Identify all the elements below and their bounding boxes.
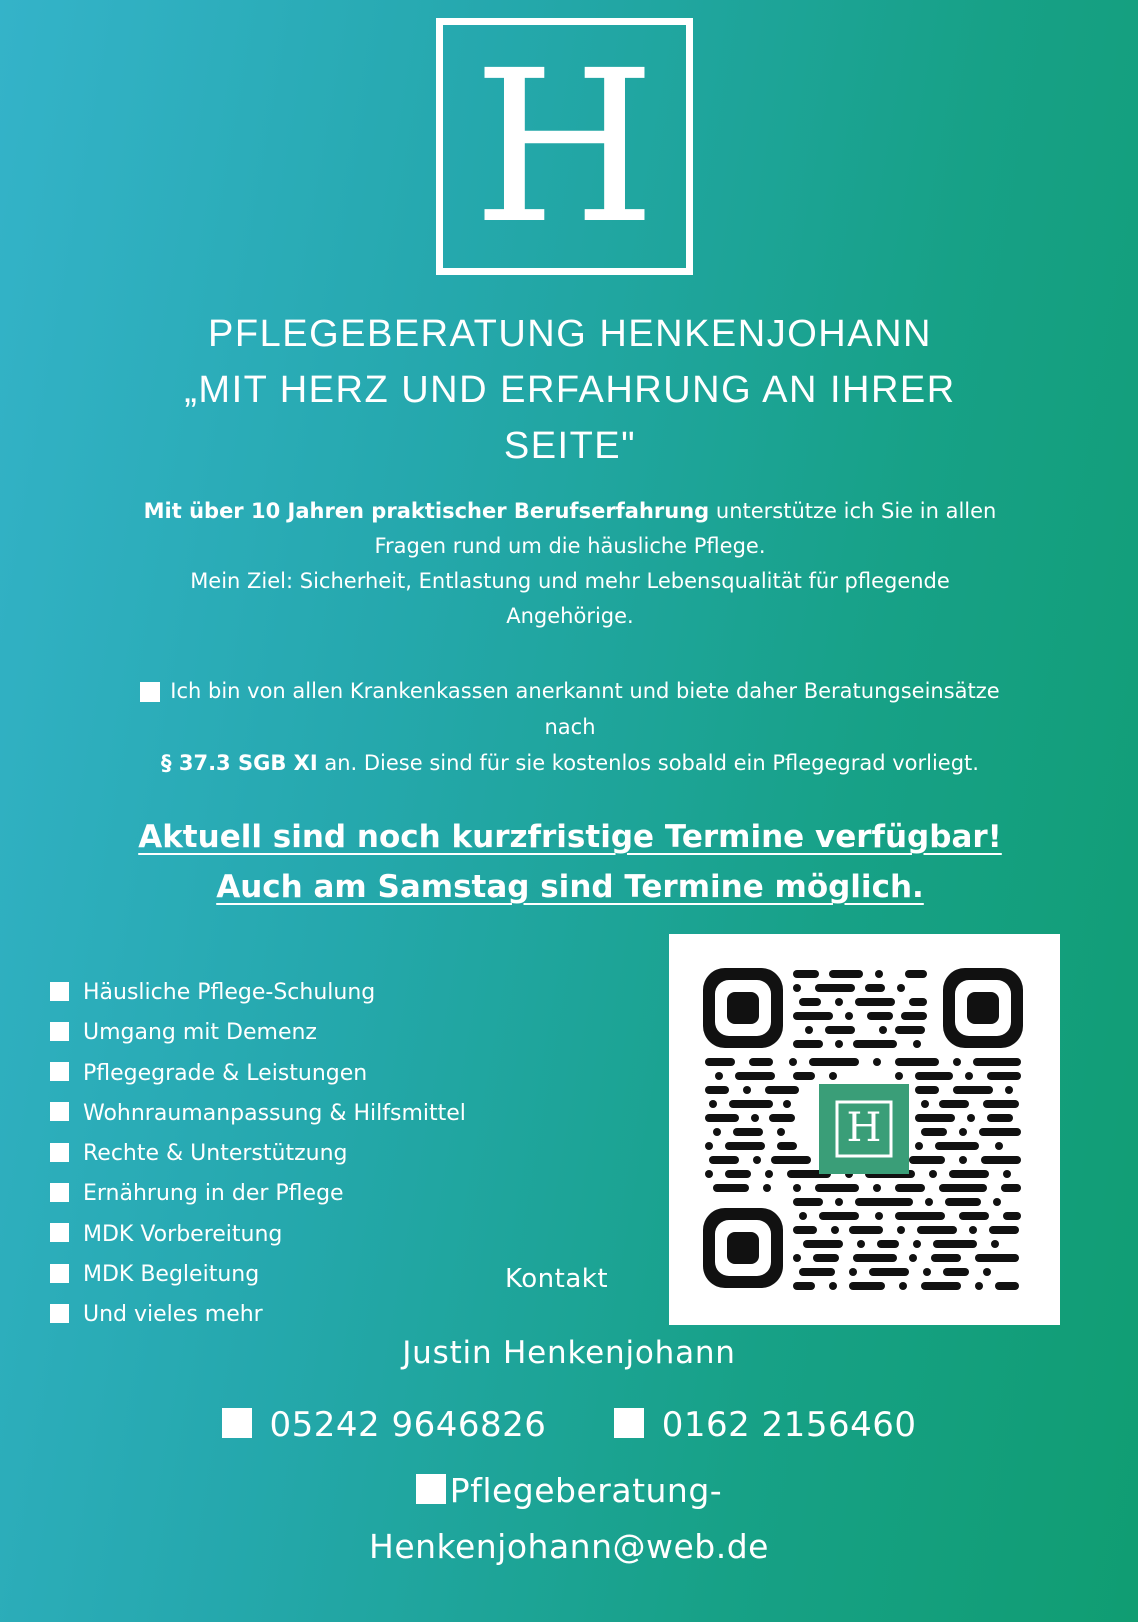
bullet-square-icon (50, 1264, 69, 1283)
phone-mobile[interactable]: 0162 2156460 (614, 1405, 917, 1445)
recognition-line2: nach (544, 715, 596, 739)
contact-label: Kontakt (505, 1264, 609, 1294)
title-line2: „MIT HERZ UND ERFAHRUNG AN IHRER (184, 369, 956, 411)
bullet-square-icon (50, 1183, 69, 1202)
bullet-square-icon (50, 1022, 69, 1041)
service-item: Und vieles mehr (50, 1295, 466, 1335)
bullet-square-icon (50, 982, 69, 1001)
recognition-line3: an. Diese sind für sie kostenlos sobald ein Pflegegrad vorliegt. (317, 751, 979, 775)
service-item: Wohnraumanpassung & Hilfsmittel (50, 1094, 466, 1134)
service-item: Ernährung in der Pflege (50, 1174, 466, 1214)
service-item: MDK Begleitung (50, 1255, 466, 1295)
intro-line2: Fragen rund um die häusliche Pflege. (374, 534, 766, 558)
bullet-square-icon (50, 1062, 69, 1081)
bullet-square-icon (50, 1304, 69, 1323)
email-address[interactable]: Pflegeberatung- Henkenjohann@web.de (369, 1471, 769, 1566)
contact-name: Justin Henkenjohann (402, 1335, 736, 1371)
bullet-square-icon (50, 1143, 69, 1162)
intro-text1: unterstütze ich Sie in allen (709, 499, 997, 523)
title-line1: PFLEGEBERATUNG HENKENJOHANN (208, 313, 932, 355)
logo-letter: H (472, 25, 657, 270)
intro-bold: Mit über 10 Jahren praktischer Berufserfahrung (143, 499, 710, 523)
availability-line1: Aktuell sind noch kurzfristige Termine verfügbar! (138, 819, 1002, 855)
qr-center-letter: H (846, 1105, 882, 1151)
mobile-icon (614, 1408, 644, 1438)
qr-code[interactable] (669, 934, 1060, 1325)
bullet-square-icon (50, 1223, 69, 1242)
title-line3: SEITE" (503, 425, 637, 467)
recognition-paragraph-ref: § 37.3 SGB XI (161, 751, 318, 775)
availability-notice (60, 812, 1080, 912)
phone-icon (222, 1408, 252, 1438)
service-item: MDK Vorbereitung (50, 1215, 466, 1255)
intro-line4: Angehörige. (506, 604, 634, 628)
phone-numbers (0, 1405, 1138, 1445)
intro-paragraph (70, 494, 1070, 634)
phone-landline[interactable]: 05242 9646826 (222, 1405, 547, 1445)
recognition-paragraph (60, 673, 1080, 781)
availability-line2: Auch am Samstag sind Termine möglich. (216, 869, 924, 905)
intro-line3: Mein Ziel: Sicherheit, Entlastung und mehr Lebensqualität für pflegende (190, 569, 950, 593)
bullet-square-icon (50, 1102, 69, 1121)
service-item: Pflegegrade & Leistungen (50, 1054, 466, 1094)
services-list (50, 973, 466, 1336)
page-title (120, 306, 1020, 474)
logo-h (436, 18, 693, 275)
recognition-line1: Ich bin von allen Krankenkassen anerkannt und biete daher Beratungseinsätze (170, 679, 1000, 703)
service-item: Häusliche Pflege-Schulung (50, 973, 466, 1013)
email-icon (416, 1474, 446, 1504)
bullet-square-icon (140, 682, 160, 702)
service-item: Rechte & Unterstützung (50, 1134, 466, 1174)
service-item: Umgang mit Demenz (50, 1013, 466, 1053)
